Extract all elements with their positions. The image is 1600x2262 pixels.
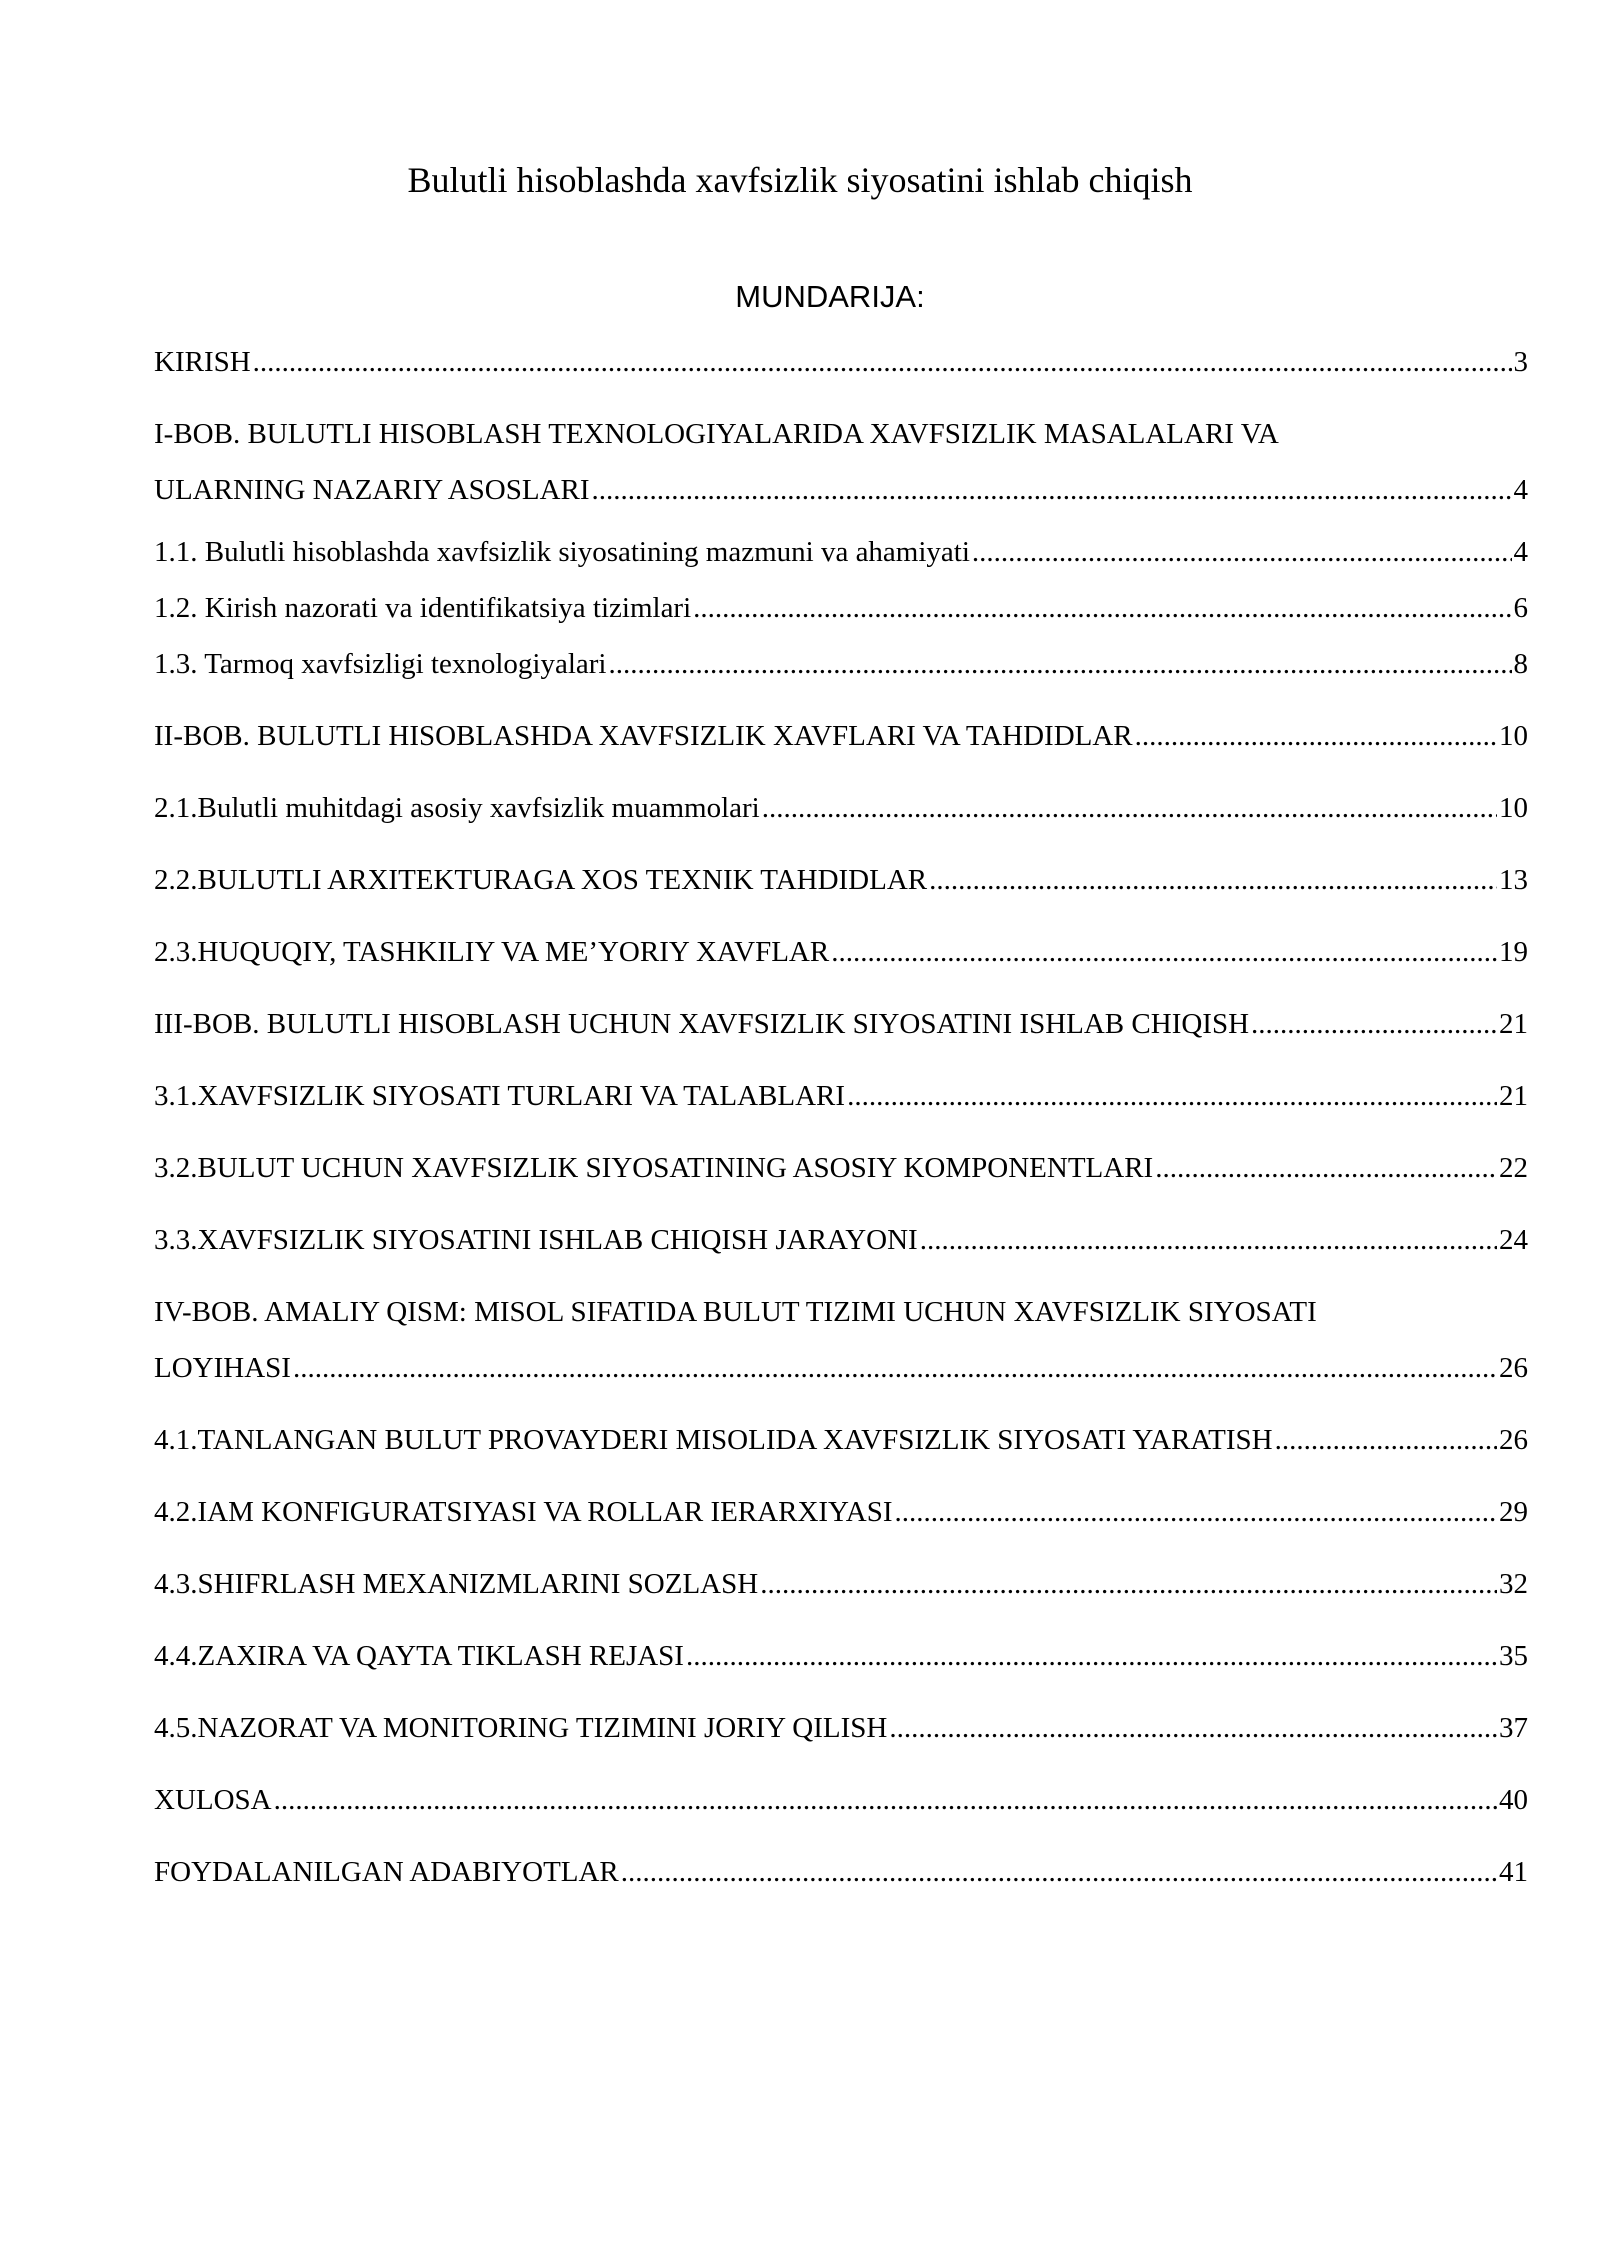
- dot-leader: [274, 1772, 1497, 1828]
- toc-entry-1-2[interactable]: [154, 580, 1528, 636]
- dot-leader: [608, 636, 1511, 692]
- toc-entry-text: 3.1.XAVFSIZLIK SIYOSATI TURLARI VA TALABLARI: [154, 1080, 846, 1112]
- dot-leader: [1155, 1140, 1497, 1196]
- toc-page-number: 26: [1499, 1352, 1528, 1384]
- dot-leader: [847, 1068, 1497, 1124]
- toc-entry-text: 4.1.TANLANGAN BULUT PROVAYDERI MISOLIDA XAVFSIZLIK SIYOSATI YARATISH: [154, 1424, 1273, 1456]
- dot-leader: [592, 462, 1512, 518]
- toc-page-number: 19: [1499, 936, 1528, 968]
- toc-page-number: 10: [1499, 792, 1528, 824]
- dot-leader: [1251, 996, 1497, 1052]
- toc-page-number: 10: [1499, 720, 1528, 752]
- toc-entry-xulosa[interactable]: [154, 1772, 1528, 1828]
- toc-entry-3-1[interactable]: [154, 1068, 1528, 1124]
- toc-entry-kirish[interactable]: [154, 334, 1528, 390]
- toc-entry-text: LOYIHASI: [154, 1352, 291, 1384]
- toc-entry-text: II-BOB. BULUTLI HISOBLASHDA XAVFSIZLIK XAVFLARI VA TAHDIDLAR: [154, 720, 1133, 752]
- toc-entry-chapter-2[interactable]: [154, 708, 1528, 764]
- toc-entry-references[interactable]: [154, 1844, 1528, 1900]
- dot-leader: [760, 1556, 1497, 1612]
- toc-entry-3-2[interactable]: [154, 1140, 1528, 1196]
- dot-leader: [972, 524, 1512, 580]
- toc-entry-4-4[interactable]: [154, 1628, 1528, 1684]
- toc-entry-2-2[interactable]: [154, 852, 1528, 908]
- toc-entry-chapter-1[interactable]: [154, 406, 1528, 518]
- toc-page-number: 22: [1499, 1152, 1528, 1184]
- toc-page-number: 29: [1499, 1496, 1528, 1528]
- dot-leader: [621, 1844, 1497, 1900]
- toc-heading: MUNDARIJA:: [735, 279, 925, 314]
- toc-page-number: 32: [1499, 1568, 1528, 1600]
- toc-entry-text: 1.2. Kirish nazorati va identifikatsiya tizimlari: [154, 592, 692, 624]
- toc-entry-4-2[interactable]: [154, 1484, 1528, 1540]
- toc-page-number: 37: [1499, 1712, 1528, 1744]
- toc-page-number: 8: [1513, 648, 1528, 680]
- toc-entry-text: 2.1.Bulutli muhitdagi asosiy xavfsizlik muammolari: [154, 792, 760, 824]
- toc-entry-1-3[interactable]: [154, 636, 1528, 692]
- dot-leader: [1135, 708, 1497, 764]
- toc-entry-text: 2.3.HUQUQIY, TASHKILIY VA ME’YORIY XAVFLAR: [154, 936, 830, 968]
- toc-entry-text: 4.5.NAZORAT VA MONITORING TIZIMINI JORIY QILISH: [154, 1712, 888, 1744]
- toc-entry-text: XULOSA: [154, 1784, 272, 1816]
- toc-entry-text: 2.2.BULUTLI ARXITEKTURAGA XOS TEXNIK TAHDIDLAR: [154, 864, 928, 896]
- document-title: Bulutli hisoblashda xavfsizlik siyosatini ishlab chiqish: [407, 160, 1193, 200]
- dot-leader: [253, 334, 1512, 390]
- toc-entry-4-3[interactable]: [154, 1556, 1528, 1612]
- toc-page-number: 26: [1499, 1424, 1528, 1456]
- toc-entry-text: 4.4.ZAXIRA VA QAYTA TIKLASH REJASI: [154, 1640, 684, 1672]
- toc-entry-1-1[interactable]: [154, 524, 1528, 580]
- dot-leader: [895, 1484, 1498, 1540]
- toc-entry-4-5[interactable]: [154, 1700, 1528, 1756]
- toc-entry-text: KIRISH: [154, 346, 251, 378]
- dot-leader: [929, 852, 1497, 908]
- toc-page-number: 4: [1513, 474, 1528, 506]
- toc-page-number: 21: [1499, 1008, 1528, 1040]
- dot-leader: [293, 1340, 1497, 1396]
- toc-page-number: 4: [1513, 536, 1528, 568]
- toc-entry-text: 4.3.SHIFRLASH MEXANIZMLARINI SOZLASH: [154, 1568, 759, 1600]
- toc-entry-2-1[interactable]: [154, 780, 1528, 836]
- toc-page-number: 6: [1513, 592, 1528, 624]
- toc-entry-text: FOYDALANILGAN ADABIYOTLAR: [154, 1856, 619, 1888]
- dot-leader: [686, 1628, 1497, 1684]
- toc-entry-chapter-4[interactable]: [154, 1284, 1528, 1396]
- toc-entry-4-1[interactable]: [154, 1412, 1528, 1468]
- dot-leader: [889, 1700, 1497, 1756]
- toc-entry-3-3[interactable]: [154, 1212, 1528, 1268]
- toc-page-number: 41: [1499, 1856, 1528, 1888]
- toc-entry-text: 4.2.IAM KONFIGURATSIYASI VA ROLLAR IERARXIYASI: [154, 1496, 893, 1528]
- toc-entry-text: 1.3. Tarmoq xavfsizligi texnologiyalari: [154, 648, 607, 680]
- dot-leader: [762, 780, 1497, 836]
- toc-entry-chapter-3[interactable]: [154, 996, 1528, 1052]
- toc-page-number: 24: [1499, 1224, 1528, 1256]
- toc-entry-2-3[interactable]: [154, 924, 1528, 980]
- dot-leader: [831, 924, 1497, 980]
- toc-page-number: 13: [1499, 864, 1528, 896]
- toc-entry-text: 3.2.BULUT UCHUN XAVFSIZLIK SIYOSATINING ASOSIY KOMPONENTLARI: [154, 1152, 1154, 1184]
- toc-entry-text-line1: IV-BOB. AMALIY QISM: MISOL SIFATIDA BULUT TIZIMI UCHUN XAVFSIZLIK SIYOSATI: [154, 1296, 1317, 1328]
- toc-page-number: 21: [1499, 1080, 1528, 1112]
- toc-page-number: 35: [1499, 1640, 1528, 1672]
- dot-leader: [693, 580, 1511, 636]
- dot-leader: [1275, 1412, 1497, 1468]
- toc-entry-text-line1: I-BOB. BULUTLI HISOBLASH TEXNOLOGIYALARIDA XAVFSIZLIK MASALALARI VA: [154, 418, 1279, 450]
- toc-entry-text: ULARNING NAZARIY ASOSLARI: [154, 474, 590, 506]
- toc-page-number: 40: [1499, 1784, 1528, 1816]
- toc-entry-text: III-BOB. BULUTLI HISOBLASH UCHUN XAVFSIZLIK SIYOSATINI ISHLAB CHIQISH: [154, 1008, 1250, 1040]
- toc-entry-text: 1.1. Bulutli hisoblashda xavfsizlik siyosatining mazmuni va ahamiyati: [154, 536, 970, 568]
- dot-leader: [920, 1212, 1497, 1268]
- toc-page-number: 3: [1513, 346, 1528, 378]
- table-of-contents: [154, 334, 1528, 1900]
- toc-entry-text: 3.3.XAVFSIZLIK SIYOSATINI ISHLAB CHIQISH JARAYONI: [154, 1224, 918, 1256]
